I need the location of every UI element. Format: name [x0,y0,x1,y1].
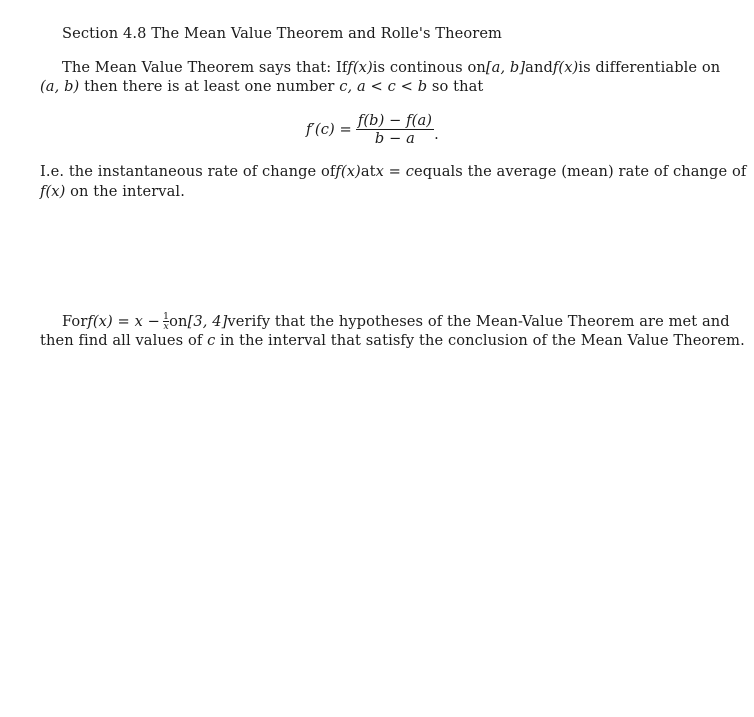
math-closed-interval: [3, 4] [187,313,228,330]
math-open-interval: (a, b) [40,78,80,95]
fraction-numerator: 1 [163,311,170,322]
equation-period: . [434,126,439,143]
fraction-numerator: f(b) − f(a) [357,112,433,129]
text-span: I.e. the instantaneous rate of change of [40,163,336,180]
mvt-statement-line-1 [62,59,721,76]
text-span: is differentiable on [578,59,721,76]
text-span: in the interval that satisfy the conclusion of the Mean Value Theorem. [220,332,745,349]
math-f-of-x: f(x) [347,59,373,76]
text-span: verify that the hypotheses of the Mean-Value Theorem are met and [227,313,730,330]
fraction-denominator: b − a [356,129,434,147]
text-span: then find all values of [40,332,203,349]
exercise-line-1 [62,311,730,332]
text-span: on [169,313,188,330]
math-x-equals-c: x = c [375,163,415,180]
text-span: on the interval. [70,183,185,200]
fraction-denominator: x [163,321,169,332]
math-f-of-x: f(x) [40,183,66,200]
section-title: Section 4.8 The Mean Value Theorem and Rolle's Theorem [62,25,502,42]
interpretation-line-2 [40,183,185,200]
text-span: is continous on [372,59,486,76]
math-f-of-x: f(x) [335,163,361,180]
difference-quotient [356,112,434,147]
text-span: and [525,59,553,76]
math-closed-interval: [a, b] [485,59,526,76]
mvt-equation [306,112,439,147]
math-f-of-x: f(x) [552,59,579,76]
mvt-statement-line-2 [40,78,483,95]
text-span: For [62,313,88,330]
exercise-line-2 [40,332,745,349]
text-span: The Mean Value Theorem says that: If [62,59,348,76]
math-c: c [207,332,216,349]
math-function-expression: f(x) = x − [87,313,161,330]
text-span: equals the average (mean) rate of change of [414,163,747,180]
interpretation-line-1 [40,163,747,180]
equation-lhs: f′(c) = [306,121,352,138]
text-span: at [360,163,376,180]
exercise-function [87,312,169,331]
text-span: then there is at least one number [84,78,335,95]
text-span: so that [431,78,484,95]
math-c-condition: c, a < c < b [339,78,428,95]
